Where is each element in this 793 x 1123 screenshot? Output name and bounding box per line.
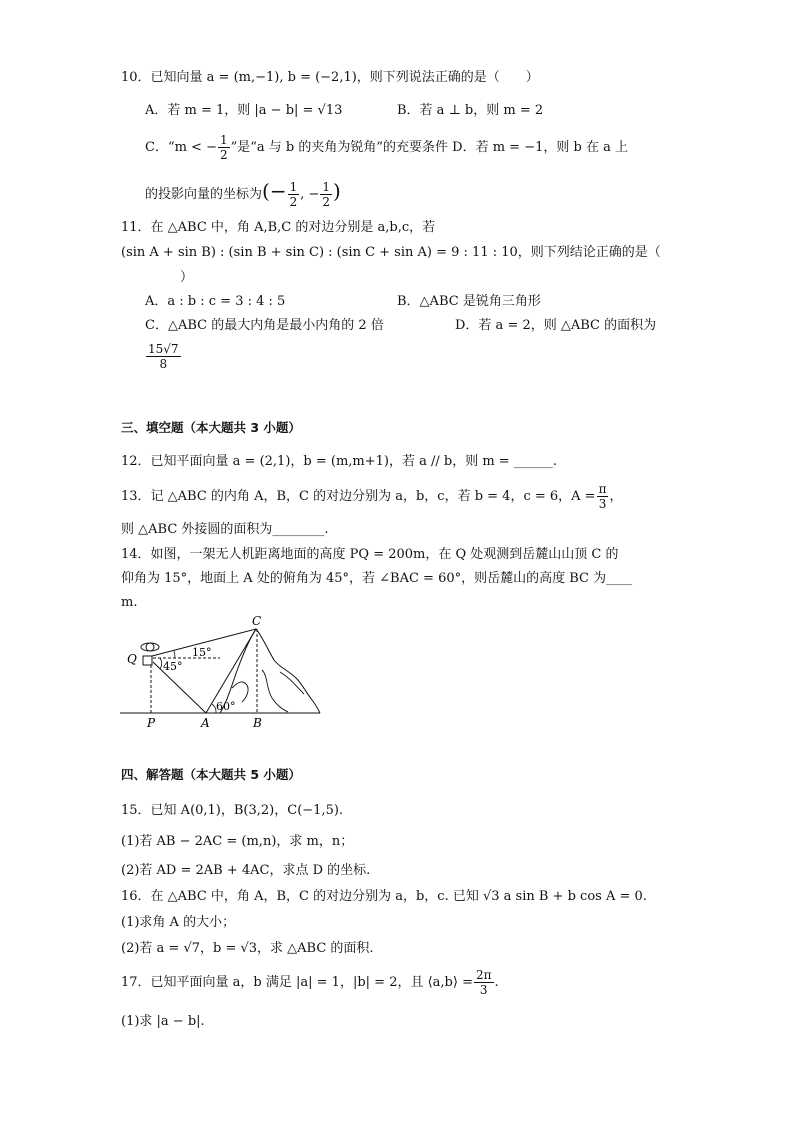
- fraction: [320, 180, 332, 209]
- section-3-heading: 三、填空题（本大题共 3 小题）: [121, 420, 301, 435]
- label-b: B: [253, 716, 262, 730]
- q11-option-c: C．△ABC 的最大内角是最小内角的 2 倍: [145, 318, 384, 333]
- q10-option-b: B．若 a ⊥ b，则 m = 2: [397, 103, 544, 118]
- q12-stem: 12．已知平面向量 a = (2,1)，b = (m,m+1)，若 a // b，则 m = ______.: [121, 454, 557, 469]
- fraction-denominator: 3: [598, 497, 607, 511]
- fraction-numerator: 1: [289, 180, 298, 194]
- q13-line2: 则 △ABC 外接圆的面积为________.: [121, 522, 329, 537]
- q13-line1: [121, 482, 622, 512]
- q16-part2: (2)若 a = √7，b = √3，求 △ABC 的面积.: [121, 941, 374, 956]
- fraction: [146, 342, 181, 371]
- q13-text-end: ，: [609, 489, 623, 504]
- q11-option-b: B．△ABC 是锐角三角形: [397, 294, 541, 309]
- section-4-heading: 四、解答题（本大题共 5 小题）: [121, 767, 301, 782]
- fraction-denominator: 2: [322, 195, 331, 209]
- label-a: A: [201, 716, 210, 730]
- q14-line1: 14．如图，一架无人机距离地面的高度 PQ = 200m，在 Q 处观测到岳麓山山顶 C 的: [121, 547, 619, 562]
- fraction-numerator: 1: [219, 133, 228, 147]
- mountain-detail: [262, 670, 288, 712]
- fraction: [218, 133, 230, 162]
- fraction-denominator: 2: [289, 195, 298, 209]
- fraction-numerator: 1: [322, 180, 331, 194]
- q17-stem: [121, 968, 499, 998]
- fraction: [474, 968, 494, 997]
- q15-stem: 15．已知 A(0,1)，B(3,2)，C(−1,5).: [121, 803, 344, 818]
- fraction-denominator: 8: [159, 357, 168, 371]
- q17-text-end: .: [494, 975, 499, 990]
- q10-option-a: A．若 m = 1，则 |a − b| = √13: [145, 103, 343, 118]
- label-p: P: [147, 716, 156, 730]
- q14-line2: 仰角为 15°，地面上 A 处的俯角为 45°，若 ∠BAC = 60°，则岳麓山的高度 BC 为____: [121, 571, 633, 586]
- q11-stem: 11．在 △ABC 中，角 A,B,C 的对边分别是 a,b,c，若: [121, 220, 436, 235]
- drone-mountain-figure: [120, 612, 325, 730]
- q16-part1: (1)求角 A 的大小；: [121, 915, 236, 930]
- fraction-numerator: π: [598, 482, 607, 496]
- paren-close: ): [333, 179, 341, 203]
- fraction-numerator: 2π: [475, 968, 492, 982]
- q10-option-c-post: ”是“a 与 b 的夹角为锐角”的充要条件 D．若 m = −1，则 b 在 a 上: [230, 140, 628, 155]
- q10-option-c-pre: C．“m < −: [145, 140, 217, 155]
- label-angle-45: 45°: [163, 660, 183, 673]
- q16-stem: 16．在 △ABC 中，角 A，B，C 的对边分别为 a，b，c. 已知 √3 a sin B + b cos A = 0.: [121, 889, 647, 904]
- fraction-denominator: 2: [219, 148, 228, 162]
- drone-icon: [141, 643, 159, 665]
- comma-minus: , −: [300, 187, 320, 202]
- fraction: [597, 482, 609, 511]
- q10-stem: 10．已知向量 a = (m,−1), b = (−2,1)，则下列说法正确的是（ ）: [121, 70, 539, 85]
- q13-text: 13．记 △ABC 的内角 A，B，C 的对边分别为 a，b，c，若 b = 4，c = 6，A =: [121, 489, 596, 504]
- label-c: C: [252, 614, 262, 628]
- q11-option-d-value: [145, 342, 182, 371]
- q10-option-d-continued: [145, 174, 341, 212]
- q15-part1: (1)若 AB − 2AC = (m,n)，求 m，n；: [121, 834, 354, 849]
- angle-arc-15: [174, 651, 175, 658]
- label-angle-15: 15°: [192, 646, 212, 659]
- q11-stem-close: ）: [180, 270, 194, 285]
- label-angle-60: 60°: [216, 700, 236, 713]
- q17-text: 17．已知平面向量 a，b 满足 |a| = 1，|b| = 2，且 ⟨a,b⟩ =: [121, 975, 473, 990]
- q15-part2: (2)若 AD = 2AB + 4AC，求点 D 的坐标.: [121, 863, 371, 878]
- fraction-denominator: 3: [479, 983, 488, 997]
- fraction: [288, 180, 300, 209]
- paren-open: (−: [262, 179, 287, 203]
- angle-arc-45: [160, 658, 162, 669]
- q10-option-c: [145, 133, 628, 163]
- mountain-detail: [232, 682, 248, 702]
- q17-part1: (1)求 |a − b|.: [121, 1014, 205, 1029]
- q11-option-d: D．若 a = 2，则 △ABC 的面积为: [455, 318, 657, 333]
- q11-stem-ratio: (sin A + sin B) : (sin B + sin C) : (sin C + sin A) = 9 : 11 : 10，则下列结论正确的是（: [121, 245, 661, 260]
- q11-option-a: A．a : b : c = 3 : 4 : 5: [145, 294, 286, 309]
- fraction-numerator: 15√7: [148, 342, 179, 356]
- label-q: Q: [127, 652, 137, 666]
- q10-option-d-text: 的投影向量的坐标为: [145, 187, 263, 202]
- q14-line3: m.: [121, 595, 138, 610]
